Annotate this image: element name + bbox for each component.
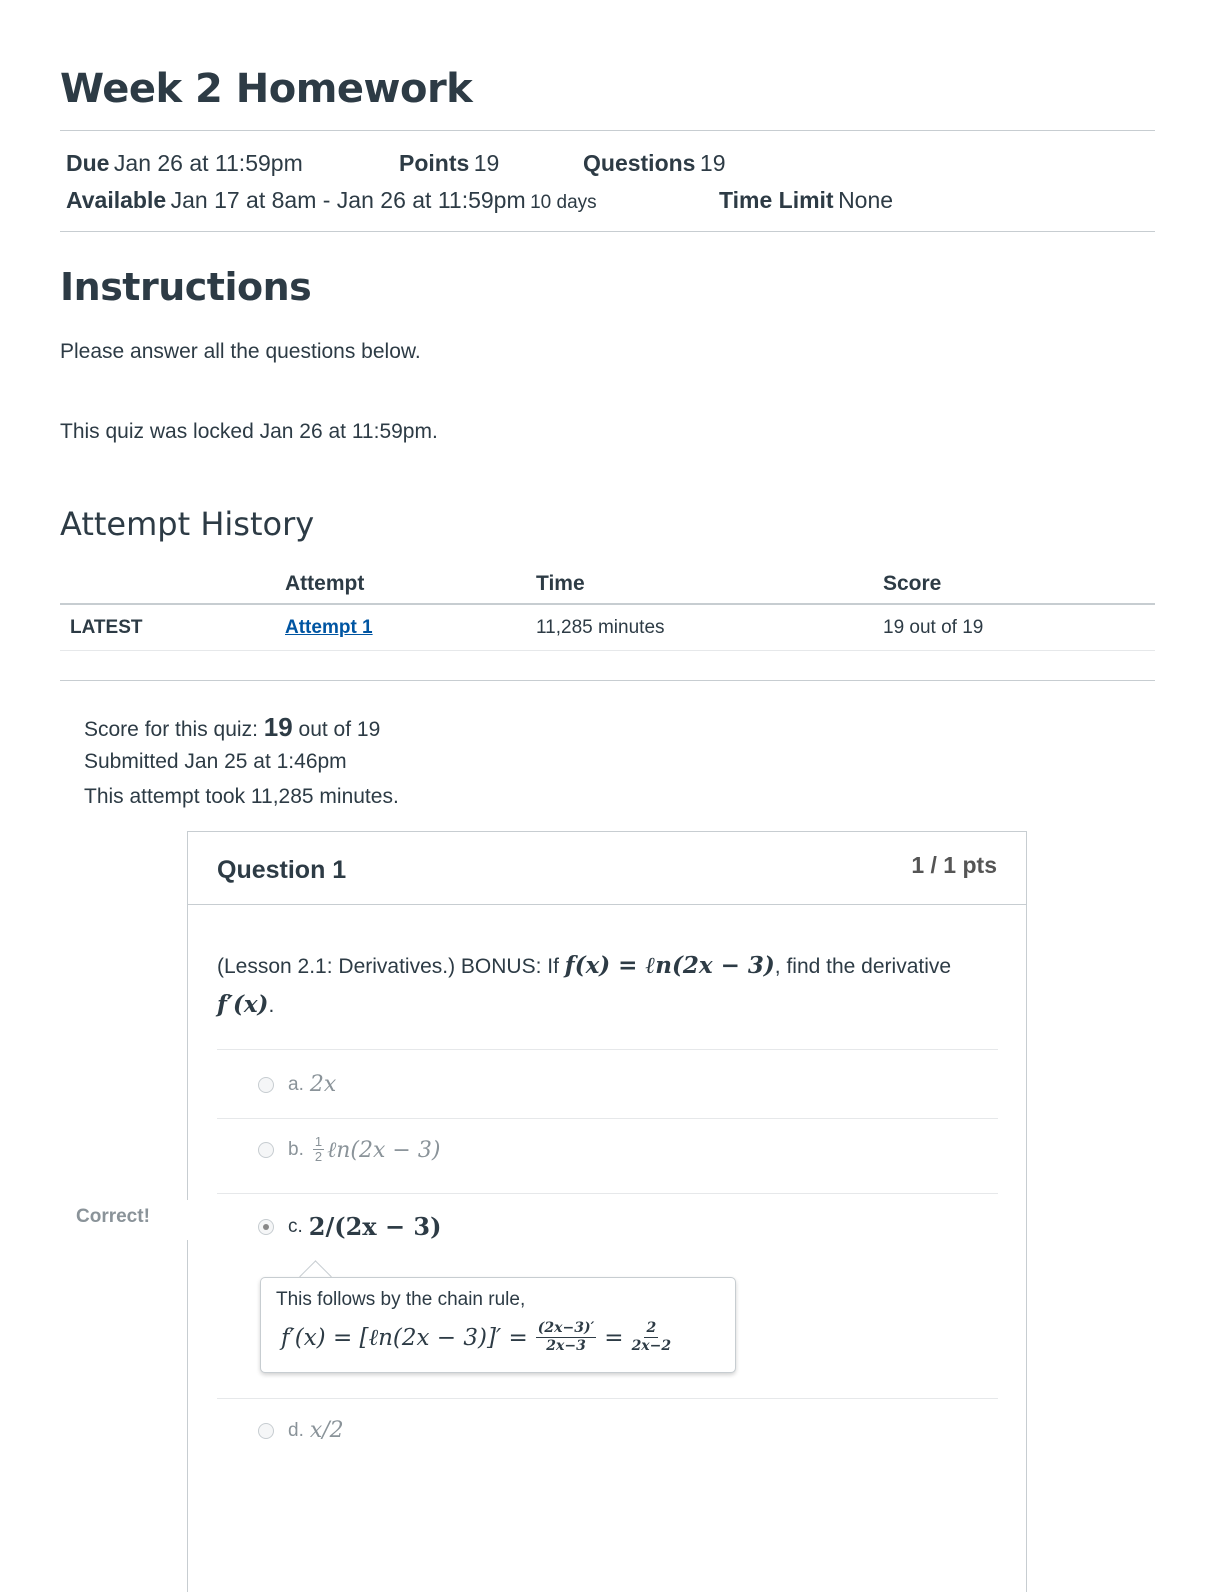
- feedback-equals: =: [604, 1324, 624, 1351]
- question-math-derivative: f′(x): [217, 991, 269, 1018]
- available-label: Available: [66, 187, 167, 213]
- feedback-math-lhs: f′(x) = [ℓn(2x − 3)]′ =: [281, 1324, 528, 1351]
- radio-button-selected[interactable]: [258, 1219, 274, 1235]
- answer-math: 2/(2x − 3): [308, 1212, 442, 1241]
- attempt-score: 19 out of 19: [883, 617, 984, 638]
- question-text: [217, 947, 1007, 1025]
- divider: [60, 130, 1155, 131]
- answer-math: 2x: [309, 1072, 337, 1097]
- correct-indicator-gap: [186, 1200, 189, 1240]
- column-header-score: Score: [883, 572, 942, 595]
- row-label-latest: LATEST: [70, 617, 143, 638]
- points-field: [399, 150, 499, 177]
- divider: [60, 680, 1155, 681]
- answer-divider: [217, 1049, 998, 1050]
- feedback-text: This follows by the chain rule,: [276, 1289, 526, 1310]
- instructions-text: Please answer all the questions below.: [60, 340, 421, 363]
- locked-notice: This quiz was locked Jan 26 at 11:59pm.: [60, 420, 438, 443]
- answer-option-d[interactable]: [258, 1418, 344, 1443]
- attempt-history-heading: Attempt History: [60, 505, 315, 543]
- available-field: [66, 187, 597, 214]
- answer-feedback: [260, 1277, 736, 1373]
- fraction-numerator: 2: [646, 1320, 657, 1336]
- answer-divider: [217, 1193, 998, 1194]
- available-duration: 10 days: [530, 192, 597, 213]
- instructions-heading: Instructions: [60, 265, 312, 309]
- points-value: 19: [473, 150, 500, 176]
- answer-option-c[interactable]: [258, 1212, 441, 1241]
- page-title: Week 2 Homework: [60, 66, 473, 112]
- attempt-time: 11,285 minutes: [536, 617, 665, 638]
- column-header-time: Time: [536, 572, 585, 595]
- time-limit-value: None: [838, 187, 894, 213]
- answer-divider: [217, 1398, 998, 1399]
- question-title: Question 1: [217, 856, 347, 884]
- table-header-divider: [60, 603, 1155, 605]
- score-prefix: Score for this quiz:: [84, 718, 258, 741]
- answer-letter: a.: [288, 1073, 304, 1095]
- score-value: 19: [263, 712, 293, 742]
- due-field: [66, 150, 303, 177]
- due-value: Jan 26 at 11:59pm: [113, 150, 303, 176]
- fraction-denominator: 2x−2: [631, 1338, 672, 1354]
- answer-math: x/2: [309, 1418, 344, 1443]
- answer-letter: b.: [288, 1138, 304, 1160]
- fraction-numerator: 1: [314, 1134, 323, 1149]
- answer-option-a[interactable]: [258, 1072, 336, 1097]
- feedback-fraction-2: [632, 1320, 672, 1355]
- radio-button[interactable]: [258, 1142, 274, 1158]
- divider: [60, 231, 1155, 232]
- answer-letter: c.: [288, 1215, 303, 1237]
- question-text-mid: , find the derivative: [774, 955, 952, 978]
- points-label: Points: [399, 150, 470, 176]
- answer-divider: [217, 1118, 998, 1119]
- question-header: [188, 832, 1026, 905]
- attempt-1-link[interactable]: Attempt 1: [285, 617, 373, 638]
- answer-letter: d.: [288, 1419, 304, 1441]
- questions-value: 19: [699, 150, 726, 176]
- answer-fraction: [313, 1135, 324, 1164]
- question-math-function: f(x) = ℓn(2x − 3): [564, 952, 775, 979]
- feedback-fraction-1: [536, 1320, 597, 1355]
- correct-label: Correct!: [76, 1206, 150, 1227]
- time-limit-label: Time Limit: [719, 187, 834, 213]
- question-text-prefix: (Lesson 2.1: Derivatives.) BONUS: If: [217, 955, 559, 978]
- question-text-end: .: [268, 994, 275, 1017]
- submitted-text: Submitted Jan 25 at 1:46pm: [84, 750, 347, 773]
- question-points: 1 / 1 pts: [911, 852, 997, 878]
- answer-math: ℓn(2x − 3): [327, 1137, 441, 1163]
- questions-field: [583, 150, 726, 177]
- answer-option-b[interactable]: [258, 1135, 440, 1164]
- time-limit-field: [719, 187, 893, 214]
- available-value: Jan 17 at 8am - Jan 26 at 11:59pm: [170, 187, 526, 213]
- radio-button[interactable]: [258, 1077, 274, 1093]
- divider: [60, 650, 1155, 651]
- due-label: Due: [66, 150, 110, 176]
- radio-button[interactable]: [258, 1423, 274, 1439]
- column-header-attempt: Attempt: [285, 572, 365, 595]
- questions-label: Questions: [583, 150, 696, 176]
- fraction-denominator: 2: [314, 1149, 323, 1164]
- question-card: [187, 831, 1027, 1592]
- duration-text: This attempt took 11,285 minutes.: [84, 785, 399, 808]
- feedback-math: [281, 1320, 679, 1355]
- score-summary: [84, 712, 380, 743]
- score-suffix: out of 19: [298, 718, 381, 741]
- fraction-denominator: 2x−3: [546, 1338, 586, 1354]
- fraction-numerator: (2x−3)′: [537, 1320, 595, 1336]
